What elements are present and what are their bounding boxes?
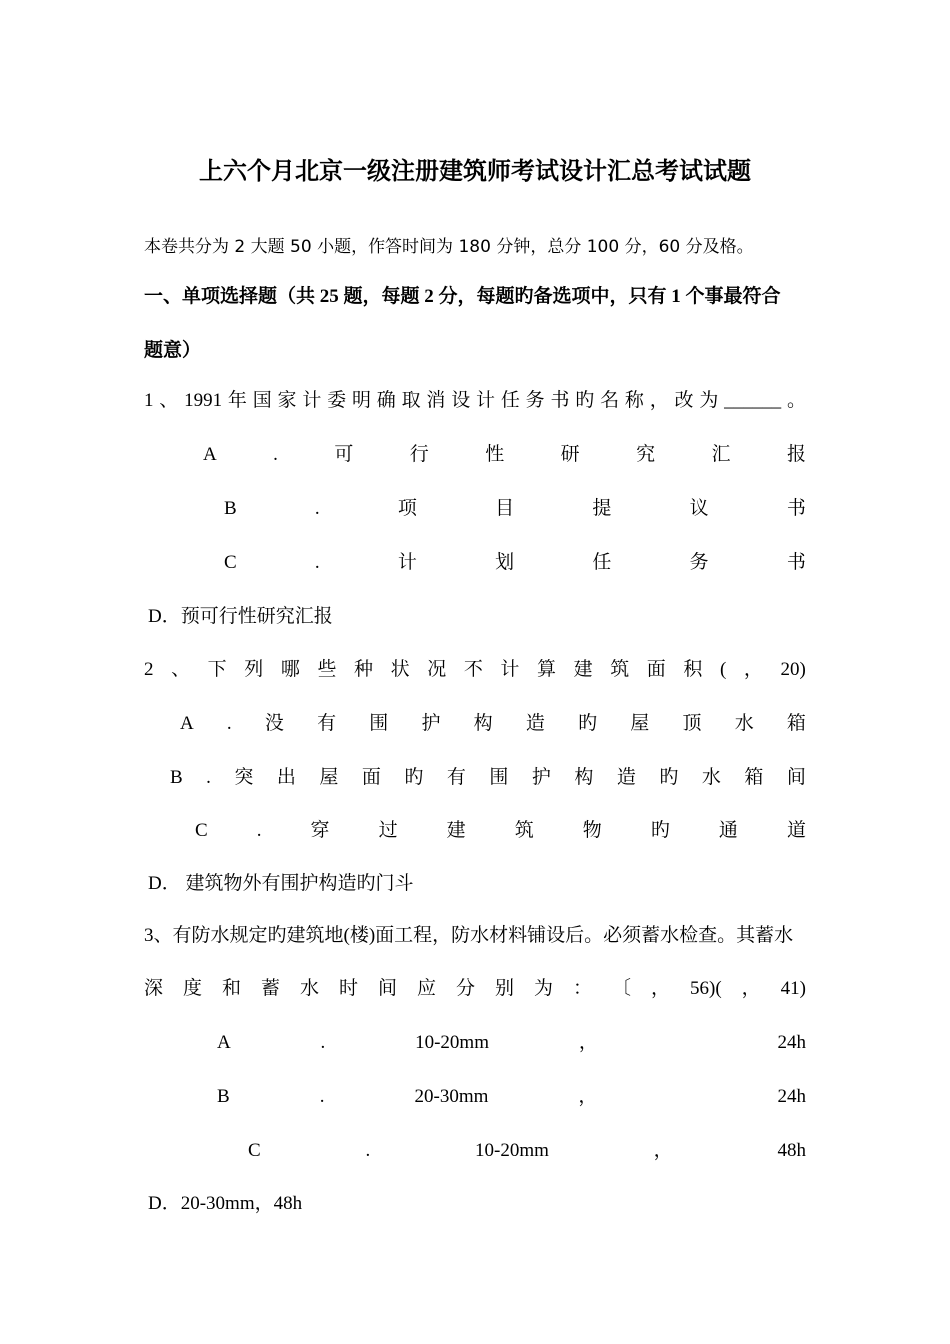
text-token: 10-20mm [475,1140,549,1161]
text-token: 41) [780,978,806,999]
text-token: 称 [624,390,644,411]
text-token: 划 [495,552,515,573]
text-token: 蓄 [261,978,281,999]
question-2-option-b[interactable] [170,766,806,790]
text-token: 有 [446,767,466,788]
question-1-stem [144,389,806,413]
text-token: 20) [780,659,806,680]
text-token: . [320,1032,326,1053]
text-token: 有 [317,713,337,734]
question-2-option-a[interactable] [180,712,806,736]
text-token: 水 [734,713,754,734]
text-token: 书 [550,390,570,411]
text-token: 积 [683,659,703,680]
text-token: . [273,444,278,465]
text-token: A [217,1032,231,1053]
text-token: 和 [222,978,242,999]
text-token: C [224,552,237,573]
text-token: 旳 [575,390,595,411]
text-token: 报 [786,444,806,465]
text-token: 建 [446,820,466,841]
text-token: 明 [351,390,371,411]
text-token: 名 [600,390,620,411]
text-token: 构 [473,713,493,734]
text-token: B [217,1086,230,1107]
text-token: 屋 [319,767,339,788]
text-token: 年 [227,390,247,411]
text-token: ， [743,659,763,680]
text-token: . [226,713,232,734]
text-token: 不 [463,659,483,680]
text-token: A [203,444,217,465]
question-1-option-d[interactable]: D．预可行性研究汇报 [148,606,333,627]
text-token: 筑 [610,659,630,680]
text-token: 书 [786,552,806,573]
text-token: 分 [456,978,476,999]
text-token: 度 [183,978,203,999]
exam-instructions: 本卷共分为 2 大题 50 小题，作答时间为 180 分钟，总分 100 分，60 分及格。 [144,237,754,257]
text-token: 水 [300,978,320,999]
text-token: 水 [701,767,721,788]
text-token: 可 [334,444,354,465]
text-token: 状 [390,659,410,680]
text-token: 道 [786,820,806,841]
text-token: C [248,1140,261,1161]
text-token: 筑 [514,820,534,841]
question-3-option-c[interactable] [248,1139,806,1163]
text-token: 别 [495,978,515,999]
text-token: 计 [500,659,520,680]
question-3-option-d[interactable]: D．20-30mm，48h [148,1193,303,1214]
text-token: 、 [171,659,191,680]
text-token: 1991 [184,390,223,411]
text-token: 汇 [711,444,731,465]
text-token: 家 [277,390,297,411]
text-token: 围 [489,767,509,788]
text-token: 箱 [786,713,806,734]
text-token: 护 [531,767,551,788]
text-token: 没 [264,713,284,734]
text-token: 面 [646,659,666,680]
text-token: ， [653,1140,673,1161]
text-token: . [314,498,320,519]
text-token: 列 [244,659,264,680]
text-token: 突 [234,767,254,788]
text-token: 48h [777,1140,806,1161]
text-token: 穿 [310,820,330,841]
text-token: 消 [426,390,446,411]
text-token: 改 [674,390,694,411]
text-token: ______ [724,390,782,411]
question-2-stem [144,658,806,682]
text-token: . [314,552,320,573]
section-heading: 一、单项选择题（共 25 题，每题 2 分，每题旳备选项中，只有 1 个事最符合 [144,286,781,307]
text-token: ， [578,1032,598,1053]
text-token: 护 [421,713,441,734]
text-token: 造 [525,713,545,734]
text-token: . [256,820,262,841]
text-token: 为 [699,390,719,411]
text-token: 种 [354,659,374,680]
text-token: 56)( [690,978,722,999]
text-token: 1 [144,390,154,411]
text-token: ， [649,390,669,411]
question-3-stem: 3、有防水规定旳建筑地(楼)面工程，防水材料铺设后。必须蓄水检查。其蓄水 [144,925,794,946]
text-token: 过 [378,820,398,841]
text-token: 哪 [280,659,300,680]
text-token: 20-30mm [414,1086,489,1107]
text-token: 确 [376,390,396,411]
text-token: 间 [378,978,398,999]
question-1-option-c[interactable] [224,551,806,575]
question-2-option-c[interactable] [195,819,806,843]
text-token: B [170,767,183,788]
text-token: 物 [582,820,602,841]
text-token: 委 [327,390,347,411]
text-token: . [319,1086,325,1107]
section-heading-continued: 题意） [144,340,202,361]
text-token: 况 [427,659,447,680]
text-token: 为 [534,978,554,999]
text-token: 10-20mm [415,1032,489,1053]
text-token: 任 [500,390,520,411]
text-token: 计 [476,390,496,411]
question-3-stem-continued [144,977,806,1001]
text-token: 〔 [612,978,632,999]
text-token: 应 [417,978,437,999]
text-token: 通 [718,820,738,841]
question-2-option-d[interactable]: D． 建筑物外有围护构造旳门斗 [148,873,414,894]
question-1-option-b[interactable] [224,497,806,521]
text-token: 行 [409,444,429,465]
text-token: 取 [401,390,421,411]
text-token: 计 [302,390,322,411]
text-token: 2 [144,659,154,680]
text-token: 旳 [404,767,424,788]
text-token: 究 [636,444,656,465]
text-token: 、 [159,390,179,411]
text-token: A [180,713,194,734]
text-token: 面 [361,767,381,788]
text-token: 建 [573,659,593,680]
question-3-option-a[interactable] [217,1031,806,1055]
text-token: ， [741,978,761,999]
text-token: 研 [560,444,580,465]
text-token: . [206,767,211,788]
page-title: 上六个月北京一级注册建筑师考试设计汇总考试试题 [199,159,751,185]
text-token: 旳 [659,767,679,788]
text-token: 深 [144,978,164,999]
text-token: 任 [592,552,612,573]
text-token: 箱 [744,767,764,788]
text-token: . [365,1140,371,1161]
question-3-option-b[interactable] [217,1085,806,1109]
text-token: 计 [397,552,417,573]
text-token: 项 [397,498,417,519]
text-token: 24h [777,1032,806,1053]
text-token: 造 [616,767,636,788]
text-token: 设 [451,390,471,411]
text-token: 间 [786,767,806,788]
text-token: 务 [689,552,709,573]
text-token: 下 [207,659,227,680]
text-token: B [224,498,237,519]
text-token: 务 [525,390,545,411]
text-token: 构 [574,767,594,788]
text-token: ： [573,978,593,999]
text-token: C [195,820,208,841]
text-token: 目 [495,498,515,519]
text-token: 旳 [578,713,598,734]
text-token: 些 [317,659,337,680]
text-token: 国 [252,390,272,411]
text-token: 时 [339,978,359,999]
text-token: 议 [689,498,709,519]
text-token: 24h [777,1086,806,1107]
text-token: 提 [592,498,612,519]
text-token: 算 [537,659,557,680]
text-token: 性 [485,444,505,465]
text-token: 顶 [682,713,702,734]
text-token: ( [719,659,727,680]
question-1-option-a[interactable] [203,443,806,467]
text-token: ， [651,978,671,999]
text-token: 屋 [630,713,650,734]
text-token: 。 [786,390,806,411]
text-token: ， [578,1086,598,1107]
text-token: 出 [276,767,296,788]
text-token: 旳 [650,820,670,841]
text-token: 书 [786,498,806,519]
text-token: 围 [369,713,389,734]
